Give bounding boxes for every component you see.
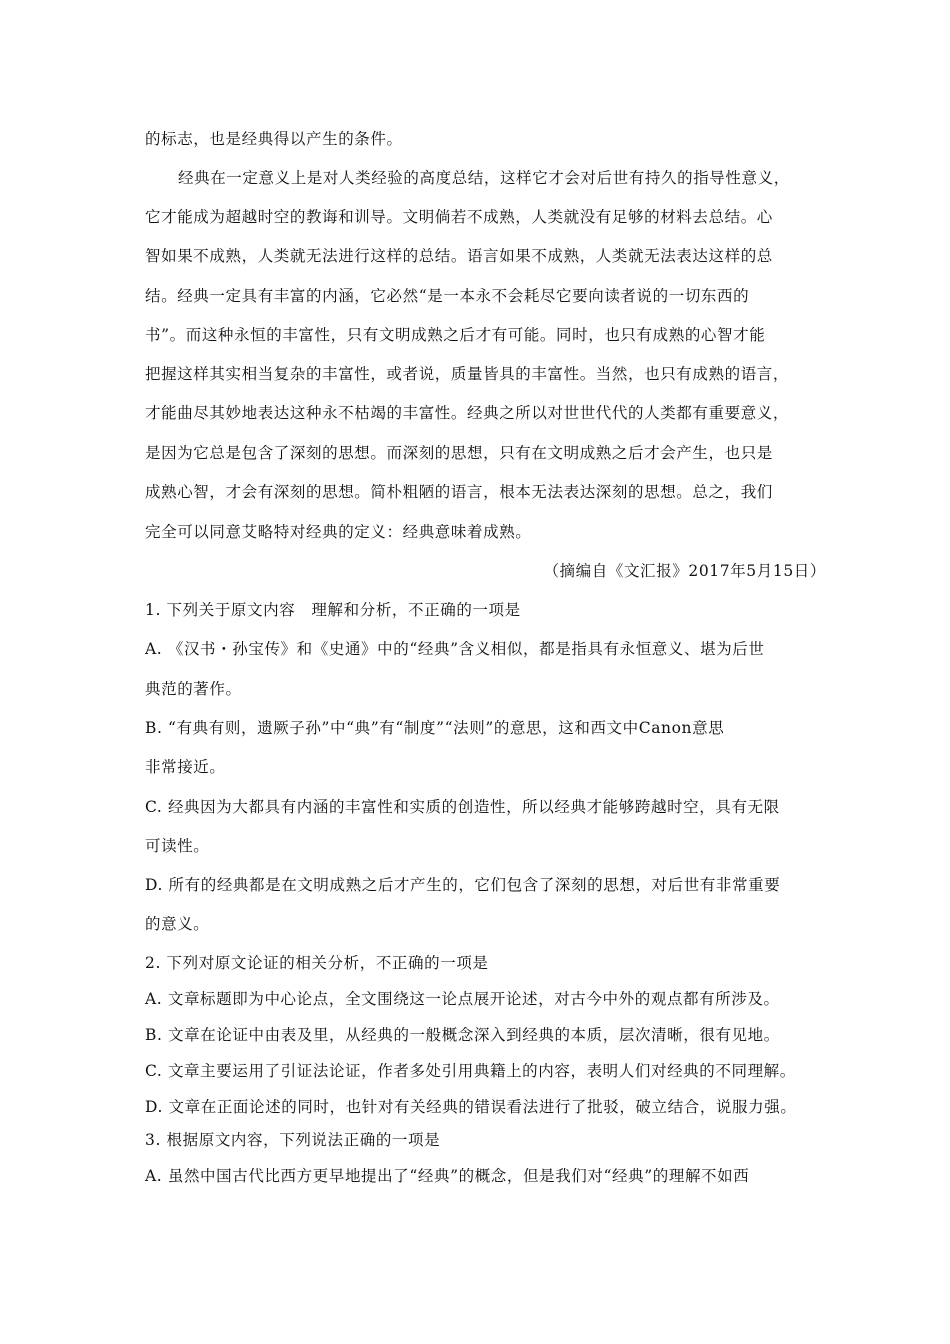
option-b-cont: 非常接近。 [145, 758, 226, 776]
passage-line: 才能曲尽其妙地表达这种永不枯竭的丰富性。经典之所以对世世代代的人类都有重要意义， [145, 404, 790, 422]
passage-line: 结。经典一定具有丰富的内涵，它必然“是一本永不会耗尽它要向读者说的一切东西的 [145, 287, 750, 305]
option-d: D. 所有的经典都是在文明成熟之后才产生的，它们包含了深刻的思想，对后世有非常重要 [145, 876, 781, 894]
question-stem: 1. 下列关于原文内容 理解和分析，不正确的一项是 [145, 601, 521, 619]
option-a: A. 虽然中国古代比西方更早地提出了“经典”的概念，但是我们对“经典”的理解不如西 [145, 1167, 750, 1185]
option-d-cont: 的意义。 [145, 915, 210, 933]
question-stem: 2. 下列对原文论证的相关分析，不正确的一项是 [145, 954, 489, 972]
option-c-cont: 可读性。 [145, 837, 210, 855]
option-a-cont: 典范的著作。 [145, 680, 242, 698]
option-a: A. 《汉书・孙宝传》和《史通》中的“经典”含义相似，都是指具有永恒意义、堪为后世 [145, 640, 765, 658]
passage-line: 经典在一定意义上是对人类经验的高度总结，这样它才会对后世有持久的指导性意义， [178, 169, 790, 187]
passage-line: 智如果不成熟，人类就无法进行这样的总结。语言如果不成熟，人类就无法表达这样的总 [145, 247, 773, 265]
option-a: A. 文章标题即为中心论点，全文围绕这一论点展开论述，对古今中外的观点都有所涉及。 [145, 990, 780, 1008]
passage-line: 成熟心智，才会有深刻的思想。简朴粗陋的语言，根本无法表达深刻的思想。总之，我们 [145, 483, 773, 501]
option-c: C. 文章主要运用了引证法论证，作者多处引用典籍上的内容，表明人们对经典的不同理解。 [145, 1062, 796, 1080]
passage-line: 的标志，也是经典得以产生的条件。 [145, 130, 403, 148]
passage-line: 是因为它总是包含了深刻的思想。而深刻的思想，只有在文明成熟之后才会产生，也只是 [145, 444, 773, 462]
passage-line: 完全可以同意艾略特对经典的定义：经典意味着成熟。 [145, 523, 532, 541]
option-c: C. 经典因为大都具有内涵的丰富性和实质的创造性，所以经典才能够跨越时空，具有无限 [145, 798, 780, 816]
option-b: B. “有典有则，遗厥子孙”中“典”有“制度”“法则”的意思，这和西文中Canon意思 [145, 719, 725, 737]
option-d: D. 文章在正面论述的同时，也针对有关经典的错误看法进行了批驳，破立结合，说服力强。 [145, 1098, 797, 1116]
source-citation: （摘编自《文汇报》2017年5月15日） [543, 562, 826, 580]
passage-line: 它才能成为超越时空的教诲和训导。文明倘若不成熟，人类就没有足够的材料去总结。心 [145, 208, 773, 226]
question-stem: 3. 根据原文内容，下列说法正确的一项是 [145, 1131, 441, 1149]
option-b: B. 文章在论证中由表及里，从经典的一般概念深入到经典的本质，层次清晰，很有见地。 [145, 1026, 780, 1044]
passage-line: 书”。而这种永恒的丰富性，只有文明成熟之后才有可能。同时，也只有成熟的心智才能 [145, 326, 766, 344]
passage-line: 把握这样其实相当复杂的丰富性，或者说，质量皆具的丰富性。当然，也只有成熟的语言， [145, 365, 790, 383]
